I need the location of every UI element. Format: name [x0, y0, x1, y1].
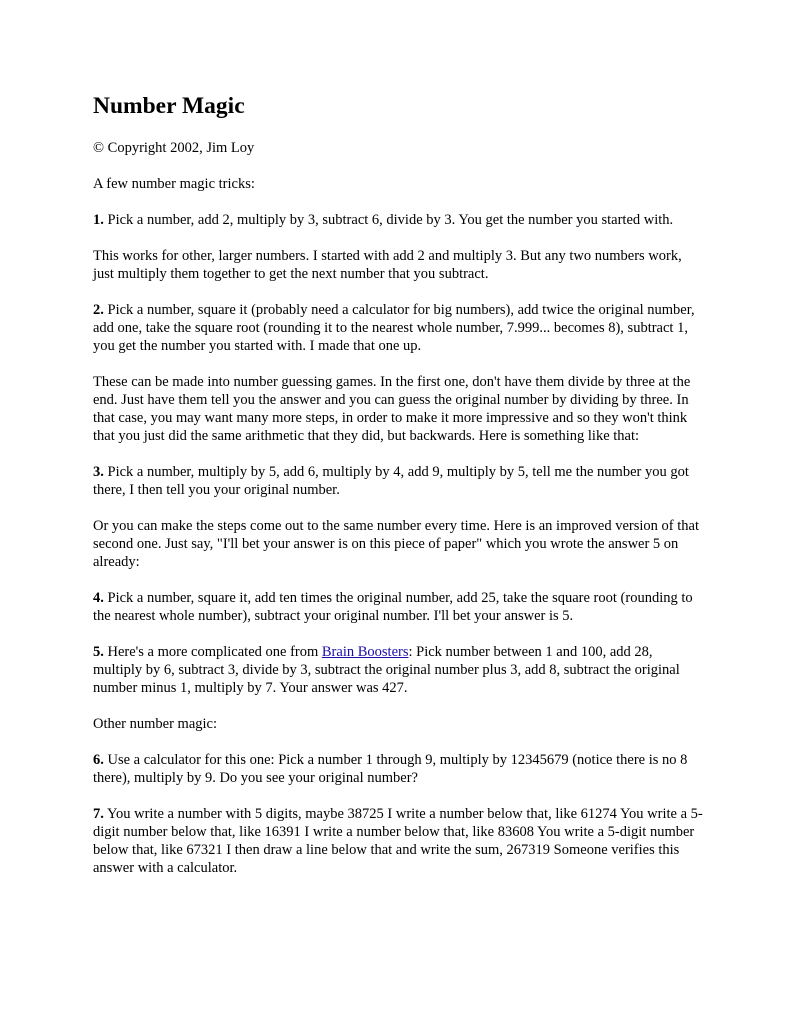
trick-number: 6.: [93, 752, 104, 768]
paragraph-text: Or you can make the steps come out to the same number every time. Here is an improved version of that second one. Just say, "I'll bet your answer is on this piece of paper" which you wrote the answer 5 on already:: [93, 518, 699, 570]
guessing-games-note: [93, 373, 703, 445]
trick-number: 3.: [93, 464, 104, 480]
trick-text: You write a number with 5 digits, maybe 38725 I write a number below that, like 61274 You write a 5-digit number below that, like 16391 I write a number below that, like 83608 You write a 5-digit number below that, like 67321 I then draw a line below that and write the sum, 267319 Someone verifies this answer with a calculator.: [93, 806, 703, 876]
trick-text-before: Here's a more complicated one from: [103, 644, 322, 660]
trick-6: [93, 751, 703, 787]
copyright-line: © Copyright 2002, Jim Loy: [93, 140, 255, 156]
other-magic-heading: Other number magic:: [93, 716, 218, 732]
trick-1: [93, 211, 703, 229]
trick-text: Pick a number, add 2, multiply by 3, subtract 6, divide by 3. You get the number you started with.: [103, 212, 674, 228]
trick-3: [93, 463, 703, 499]
trick-1-note: [93, 247, 703, 283]
trick-number: 1.: [93, 212, 104, 228]
brain-boosters-link[interactable]: Brain Boosters: [321, 644, 409, 660]
trick-number: 4.: [93, 590, 104, 606]
trick-text: Pick a number, square it (probably need a calculator for big numbers), add twice the original number, add one, take the square root (rounding it to the nearest whole number, 7.999... becomes 8), subtract 1, you get the number you started with. I made that one up.: [93, 302, 695, 354]
paragraph-text: This works for other, larger numbers. I started with add 2 and multiply 3. But any two numbers work, just multiply them together to get the next number that you subtract.: [93, 248, 682, 282]
trick-number: 5.: [93, 644, 104, 660]
trick-5: [93, 643, 703, 697]
article: [93, 91, 703, 895]
trick-2: [93, 301, 703, 355]
trick-text: Use a calculator for this one: Pick a number 1 through 9, multiply by 12345679 (notice there is no 8 there), multiply by 9. Do you see your original number?: [93, 752, 688, 786]
trick-text: Pick a number, multiply by 5, add 6, multiply by 4, add 9, multiply by 5, tell me the number you got there, I then tell you your original number.: [93, 464, 689, 498]
trick-7: [93, 805, 703, 877]
paragraph-text: These can be made into number guessing games. In the first one, don't have them divide by three at the end. Just have them tell you the answer and you can guess the original number by dividing by three. In that case, you may want many more steps, in order to make it more impressive and so they won't think that you just did the same arithmetic that they did, but backwards. Here is something like that:: [93, 374, 691, 444]
trick-text: Pick a number, square it, add ten times the original number, add 25, take the square root (rounding to the nearest whole number), subtract your original number. I'll bet your answer is 5.: [93, 590, 693, 624]
same-number-note: [93, 517, 703, 571]
page-title: Number Magic: [93, 93, 245, 119]
trick-number: 2.: [93, 302, 104, 318]
trick-text-after: : Pick number between 1 and 100, add 28, multiply by 6, subtract 3, divide by 3, subtract the original number plus 3, add 8, subtract the original number minus 1, multiply by 7. Your answer was 427.: [93, 644, 680, 696]
intro-text: A few number magic tricks:: [93, 176, 255, 192]
trick-4: [93, 589, 703, 625]
trick-number: 7.: [93, 806, 104, 822]
